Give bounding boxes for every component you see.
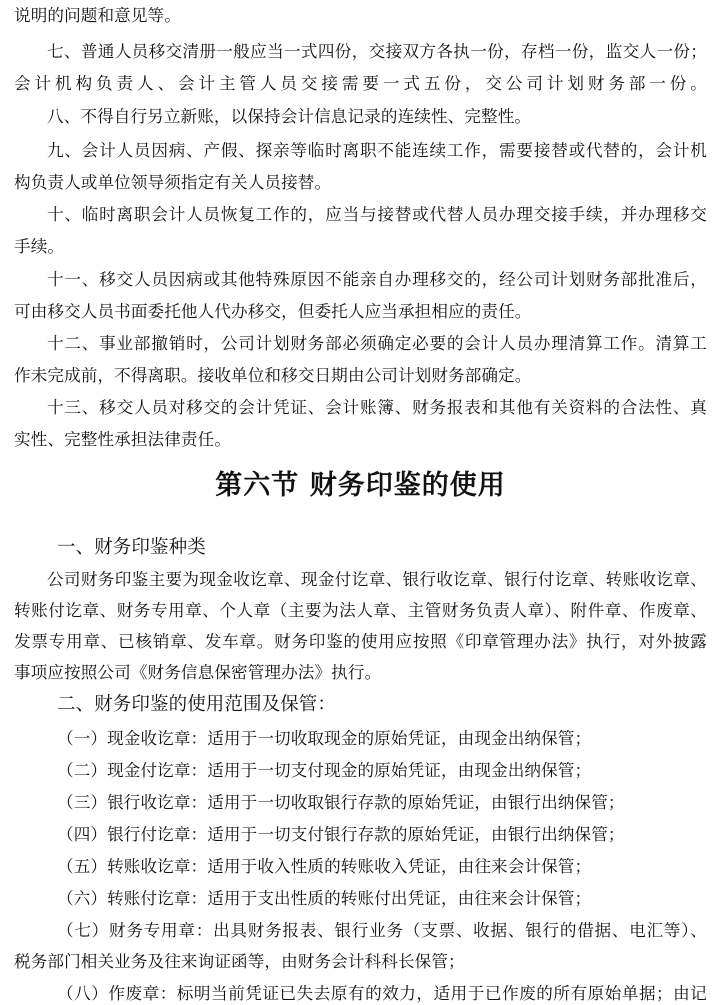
paragraph-line: 可由移交人员书面委托他人代办移交，但委托人应当承担相应的责任。: [14, 302, 532, 321]
list-item-continuation: 税务部门相关业务及往来询证函等，由财务会计科科长保管；: [14, 952, 465, 971]
paragraph-line: 公司财务印鉴主要为现金收讫章、现金付讫章、银行收讫章、银行付讫章、转账收讫章、: [47, 570, 707, 589]
paragraph-line: 转账付讫章、财务专用章、个人章（主要为法人章、主管财务负责人章）、附件章、作废章、: [14, 601, 707, 620]
list-item: （五）转账收讫章：适用于收入性质的转账收入凭证，由往来会计保管；: [57, 857, 592, 876]
list-item: （三）银行收讫章：适用于一切收取银行存款的原始凭证，由银行出纳保管；: [57, 793, 625, 812]
paragraph-line: 说明的问题和意见等。: [14, 6, 181, 25]
paragraph-line: 七、普通人员移交清册一般应当一式四份，交接双方各执一份，存档一份，监交人一份；: [47, 42, 707, 61]
section-title: 第六节 财务印鉴的使用: [215, 470, 506, 501]
paragraph-line: 手续。: [14, 237, 65, 256]
paragraph-line: 八、不得自行另立新账，以保持会计信息记录的连续性、完整性。: [47, 107, 532, 126]
subheading: 二、财务印鉴的使用范围及保管：: [57, 694, 337, 715]
paragraph-line: 构负责人或单位领导须指定有关人员接替。: [14, 173, 332, 192]
paragraph-line: 十、临时离职会计人员恢复工作的，应当与接替或代替人员办理交接手续，并办理移交: [47, 205, 707, 224]
list-item: （六）转账付讫章：适用于支出性质的转账付出凭证，由往来会计保管；: [57, 889, 592, 908]
paragraph-line: 十三、移交人员对移交的会计凭证、会计账簿、财务报表和其他有关资料的合法性、真: [47, 398, 707, 417]
list-item: （一）现金收讫章：适用于一切收取现金的原始凭证，由现金出纳保管；: [57, 729, 592, 748]
paragraph-line: 九、会计人员因病、产假、探亲等临时离职不能连续工作，需要接替或代替的，会计机: [47, 141, 707, 160]
paragraph-line: 作未完成前，不得离职。接收单位和移交日期由公司计划财务部确定。: [14, 366, 532, 385]
list-item: （八）作废章：标明当前凭证已失去原有的效力，适用于已作废的所有原始单据；由记: [57, 984, 707, 1003]
paragraph-line: 实性、完整性承担法律责任。: [14, 430, 232, 449]
paragraph-line: 发票专用章、已核销章、发车章。财务印鉴的使用应按照《印章管理办法》执行，对外披露: [14, 632, 707, 651]
list-item: （四）银行付讫章：适用于一切支付银行存款的原始凭证，由银行出纳保管；: [57, 825, 625, 844]
paragraph-line: 事项应按照公司《财务信息保密管理办法》执行。: [14, 663, 382, 682]
subheading: 一、财务印鉴种类: [57, 537, 206, 558]
list-item: （七）财务专用章：出具财务报表、银行业务（支票、收据、银行的借据、电汇等）、: [57, 921, 707, 940]
paragraph-line: 十二、事业部撤销时，公司计划财务部必须确定必要的会计人员办理清算工作。清算工: [47, 334, 707, 353]
paragraph-line: 十一、移交人员因病或其他特殊原因不能亲自办理移交的，经公司计划财务部批准后，: [47, 270, 707, 289]
list-item: （二）现金付讫章：适用于一切支付现金的原始凭证，由现金出纳保管；: [57, 761, 592, 780]
paragraph-line: 会计机构负责人、会计主管人员交接需要一式五份，交公司计划财务部一份。: [14, 74, 707, 93]
